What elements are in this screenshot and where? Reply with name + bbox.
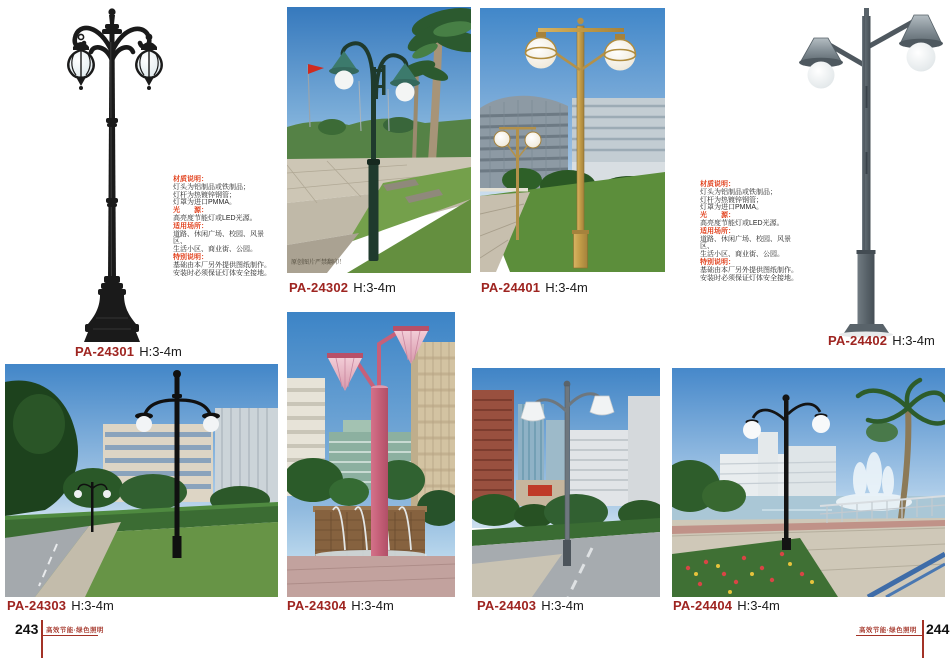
spec-line: 灯杆为热镀锌钢管； xyxy=(700,196,763,204)
product-label-pa24403 xyxy=(477,598,584,613)
product-height: H:3-4m xyxy=(353,280,396,295)
product-label-pa24303 xyxy=(7,598,114,613)
base xyxy=(84,276,140,342)
product-code: PA-24403 xyxy=(477,598,537,613)
red-sign xyxy=(528,485,552,496)
spec-heading: 特别说明： xyxy=(700,258,735,266)
spec-line: 道路、休闲广场、校园、风景区、 xyxy=(700,235,791,251)
footer-slogan-left: 高效节能·绿色照明 xyxy=(46,627,104,634)
hedge-and-ground xyxy=(5,502,278,597)
product-height: H:3-4m xyxy=(139,344,182,359)
spec-line: 基础由本厂另外提供图纸制作。 xyxy=(173,261,271,269)
spec-line: 灯头为铝制品或铁制品； xyxy=(700,188,777,196)
fountain-wall xyxy=(313,506,427,560)
spec-block-right xyxy=(700,181,804,282)
product-code: PA-24404 xyxy=(673,598,733,613)
product-code: PA-24401 xyxy=(481,280,541,295)
spec-line: 道路、休闲广场、校园、风景区、 xyxy=(173,230,264,246)
spec-line: 灯头为铝制品或铁制品； xyxy=(173,183,250,191)
spec-heading: 光 源： xyxy=(173,207,208,215)
spec-line: 灯罩为进口PMMA。 xyxy=(173,199,236,207)
footer-underline-left xyxy=(41,635,98,636)
spec-block-left xyxy=(173,176,277,277)
product-label-pa24404 xyxy=(673,598,780,613)
product-label-pa24304 xyxy=(287,598,394,613)
product-height: H:3-4m xyxy=(545,280,588,295)
plaza-ground xyxy=(287,157,471,273)
spec-heading: 材质说明： xyxy=(700,181,735,188)
photo-watermark: 原创图片严禁翻印！ xyxy=(291,260,346,266)
lamp-illustration-pa24402 xyxy=(762,2,948,338)
footer-underline-right xyxy=(856,635,922,636)
pavement xyxy=(287,556,455,597)
spec-line: 基础由本厂另外提供图纸制作。 xyxy=(700,266,798,274)
product-height: H:3-4m xyxy=(737,598,780,613)
base xyxy=(839,250,893,338)
spec-heading: 材质说明： xyxy=(173,176,208,183)
spec-heading: 适用场所： xyxy=(173,222,208,230)
product-label-pa24401 xyxy=(481,280,588,295)
product-code: PA-24402 xyxy=(828,333,888,348)
product-code: PA-24303 xyxy=(7,598,67,613)
photo-pa24302 xyxy=(287,7,471,273)
product-label-pa24302 xyxy=(289,280,396,295)
treeline xyxy=(287,118,471,159)
pole xyxy=(106,34,118,280)
spec-line: 灯杆为热镀锌钢管； xyxy=(173,191,236,199)
spec-heading: 适用场所： xyxy=(700,227,735,235)
product-label-pa24402 xyxy=(828,333,935,348)
spec-line: 生活小区、商业街、公园。 xyxy=(173,246,257,254)
lamp-head-left xyxy=(799,38,843,89)
pole xyxy=(862,8,871,252)
spec-line: 灯罩为进口PMMA。 xyxy=(700,204,763,212)
product-height: H:3-4m xyxy=(892,333,935,348)
product-height: H:3-4m xyxy=(541,598,584,613)
product-height: H:3-4m xyxy=(71,598,114,613)
lantern xyxy=(68,34,93,90)
spec-heading: 光 源： xyxy=(700,212,735,220)
spec-line: 安装时必须保证灯体安全接地。 xyxy=(700,274,798,282)
photo-pa24401 xyxy=(480,8,665,272)
footer-divider-right xyxy=(922,620,924,658)
lamp-illustration-pa24301 xyxy=(30,2,250,344)
footer-divider-left xyxy=(41,620,43,658)
finial-top xyxy=(102,8,122,34)
product-code: PA-24301 xyxy=(75,344,135,359)
product-code: PA-24302 xyxy=(289,280,349,295)
footer-slogan-right: 高效节能·绿色照明 xyxy=(859,627,917,634)
spec-line: 安装时必须保证灯体安全接地。 xyxy=(173,269,271,277)
spec-line: 高亮度节能灯或LED光源。 xyxy=(700,219,784,227)
spec-heading: 特别说明： xyxy=(173,253,208,261)
product-label-pa24301 xyxy=(75,344,182,359)
page-number-left: 243 xyxy=(15,621,39,637)
photo-pa24403 xyxy=(472,368,660,597)
product-code: PA-24304 xyxy=(287,598,347,613)
page-number-right: 244 xyxy=(926,621,950,637)
photo-pa24404 xyxy=(672,368,945,597)
product-height: H:3-4m xyxy=(351,598,394,613)
spec-line: 生活小区、商业街、公园。 xyxy=(700,251,784,259)
photo-pa24304 xyxy=(287,312,455,597)
spec-line: 高亮度节能灯或LED光源。 xyxy=(173,214,257,222)
photo-pa24303 xyxy=(5,364,278,597)
